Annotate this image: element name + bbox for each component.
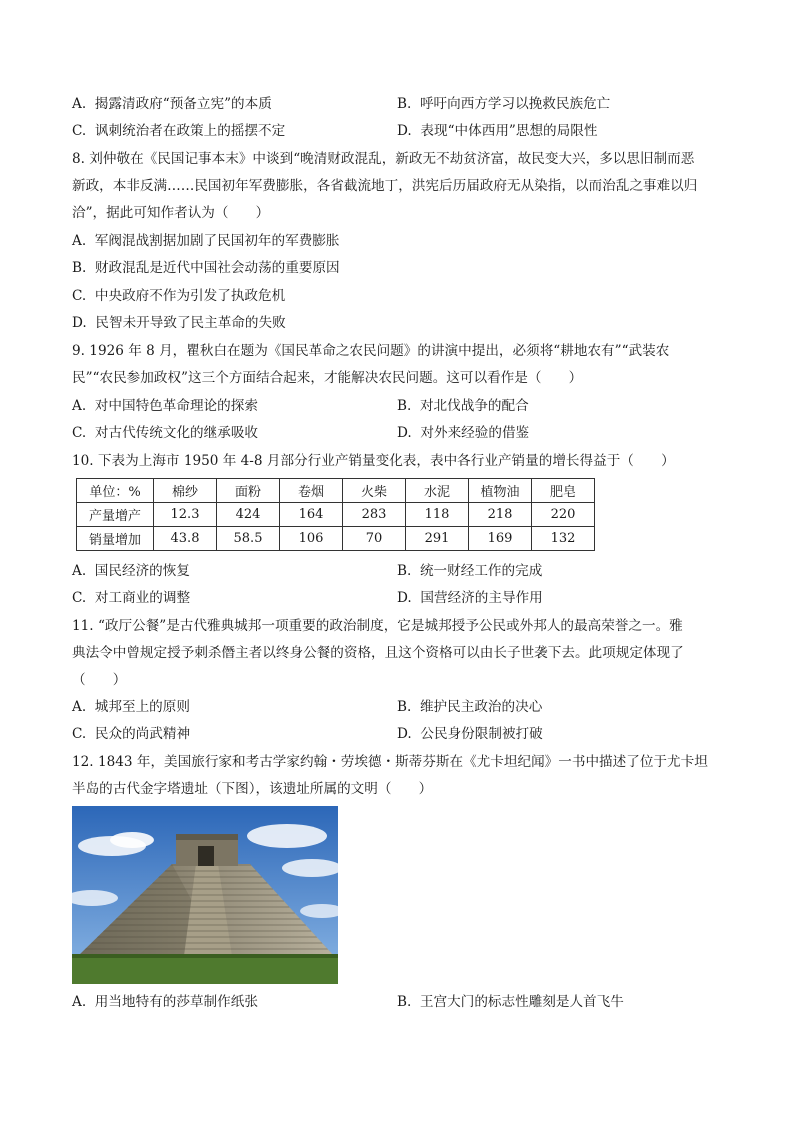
q7-option-c[interactable]: C. 讽刺统治者在政策上的摇摆不定 (72, 123, 286, 139)
table-row (77, 503, 595, 527)
table-header-cell: 卷烟 (280, 479, 343, 503)
table-header-row (77, 479, 595, 503)
q11-option-b[interactable]: B. 维护民主政治的决心 (397, 699, 543, 715)
q10-option-b[interactable]: B. 统一财经工作的完成 (397, 563, 543, 579)
q8-option-a[interactable]: A. 军阀混战割据加剧了民国初年的军费膨胀 (72, 233, 340, 249)
table-cell: 58.5 (217, 527, 280, 551)
q11-stem-line-3: （ ） (72, 672, 127, 688)
table-cell: 220 (532, 503, 595, 527)
q10-stem-line-1: 10. 下表为上海市 1950 年 4-8 月部分行业产销量变化表，表中各行业产销量的增长得益于（ ） (72, 453, 675, 469)
q9-stem-line-2: 民”“农民参加政权”这三个方面结合起来，才能解决农民问题。这可以看作是（ ） (72, 370, 583, 386)
q9-option-a[interactable]: A. 对中国特色革命理论的探索 (72, 398, 258, 414)
q11-stem-line-2: 典法令中曾规定授予刺杀僭主者以终身公餐的资格，且这个资格可以由长子世袭下去。此项规定体现了 (72, 645, 684, 661)
q7-option-a[interactable]: A. 揭露清政府“预备立宪”的本质 (72, 96, 272, 112)
q10-option-d[interactable]: D. 国营经济的主导作用 (397, 590, 543, 606)
table-cell: 118 (406, 503, 469, 527)
pyramid-photo (72, 806, 338, 984)
table-cell: 291 (406, 527, 469, 551)
q11-option-c[interactable]: C. 民众的尚武精神 (72, 726, 191, 742)
q8-option-c[interactable]: C. 中央政府不作为引发了执政危机 (72, 288, 286, 304)
q11-stem-line-1: 11. “政厅公餐”是古代雅典城邦一项重要的政治制度，它是城邦授予公民或外邦人的最高荣誉之一。雅 (72, 618, 683, 634)
q10-option-a[interactable]: A. 国民经济的恢复 (72, 563, 190, 579)
table-header-cell: 植物油 (469, 479, 532, 503)
q7-option-d[interactable]: D. 表现“中体西用”思想的局限性 (397, 123, 598, 139)
pyramid-photo-illustration (72, 806, 338, 984)
table-cell: 424 (217, 503, 280, 527)
q12-stem-line-2: 半岛的古代金字塔遗址（下图），该遗址所属的文明（ ） (72, 781, 433, 797)
q9-stem-line-1: 9. 1926 年 8 月，瞿秋白在题为《国民革命之农民问题》的讲演中提出，必须将“耕地农有”“武装农 (72, 343, 670, 359)
q12-stem-line-1: 12. 1843 年，美国旅行家和考古学家约翰・劳埃德・斯蒂芬斯在《尤卡坦纪闻》一书中描述了位于尤卡坦 (72, 754, 708, 770)
table-header-cell: 火柴 (343, 479, 406, 503)
q9-option-d[interactable]: D. 对外来经验的借鉴 (397, 425, 530, 441)
table-cell: 12.3 (154, 503, 217, 527)
table-header-cell: 棉纱 (154, 479, 217, 503)
table-cell: 产量增产 (77, 503, 154, 527)
table-header-cell: 肥皂 (532, 479, 595, 503)
table-cell: 169 (469, 527, 532, 551)
q8-option-b[interactable]: B. 财政混乱是近代中国社会动荡的重要原因 (72, 260, 340, 276)
q11-option-a[interactable]: A. 城邦至上的原则 (72, 699, 190, 715)
q7-option-b[interactable]: B. 呼吁向西方学习以挽救民族危亡 (397, 96, 611, 112)
table-cell: 106 (280, 527, 343, 551)
q8-stem-line-2: 新政，本非反满……民国初年军费膨胀，各省截流地丁，洪宪后历届政府无从染指，以而治乱之事难以归 (72, 178, 698, 194)
table-cell: 283 (343, 503, 406, 527)
table-header-cell: 水泥 (406, 479, 469, 503)
q10-option-c[interactable]: C. 对工商业的调整 (72, 590, 191, 606)
table-cell: 132 (532, 527, 595, 551)
q9-option-b[interactable]: B. 对北伐战争的配合 (397, 398, 529, 414)
q12-option-a[interactable]: A. 用当地特有的莎草制作纸张 (72, 994, 258, 1010)
table-cell: 43.8 (154, 527, 217, 551)
q9-option-c[interactable]: C. 对古代传统文化的继承吸收 (72, 425, 259, 441)
table-cell: 218 (469, 503, 532, 527)
table-row (77, 527, 595, 551)
table-cell: 70 (343, 527, 406, 551)
table-cell: 164 (280, 503, 343, 527)
table-header-cell: 面粉 (217, 479, 280, 503)
q8-option-d[interactable]: D. 民智未开导致了民主革命的失败 (72, 315, 286, 331)
q8-stem-line-3: 洽”，据此可知作者认为（ ） (72, 205, 270, 221)
production-sales-table (76, 478, 595, 551)
q11-option-d[interactable]: D. 公民身份限制被打破 (397, 726, 543, 742)
table-cell: 销量增加 (77, 527, 154, 551)
q12-option-b[interactable]: B. 王宫大门的标志性雕刻是人首飞牛 (397, 994, 624, 1010)
table-header-cell: 单位：% (77, 479, 154, 503)
q8-stem-line-1: 8. 刘仲敬在《民国记事本末》中谈到“晚清财政混乱，新政无不劫贫济富，故民变大兴，多以思旧制而恶 (72, 151, 695, 167)
